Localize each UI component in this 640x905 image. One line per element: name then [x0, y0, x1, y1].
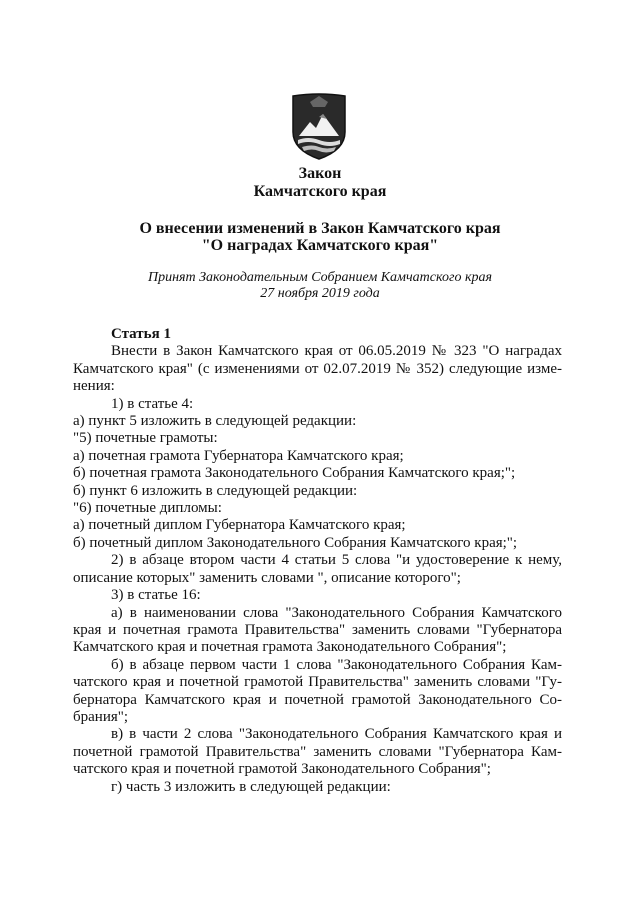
article-paragraph: 3) в статье 16:: [111, 587, 201, 604]
article-body: [73, 326, 562, 796]
article-paragraph: "6) почетные дипломы:: [73, 500, 222, 517]
article-heading: Статья 1: [111, 326, 171, 342]
law-title: Закон: [298, 165, 342, 182]
article-paragraph: б) почетный диплом Законодательного Собрания Камчатского края;";: [73, 534, 518, 551]
article-paragraph: а) почетная грамота Губернатора Камчатского края;: [73, 447, 404, 464]
article-paragraph: 2) в абзаце втором части 4 статьи 5 слова "и удостоверение к нему, описание которых" заменить словами ", описание которого";: [73, 552, 562, 586]
article-paragraph: а) пункт 5 изложить в следующей редакции:: [73, 413, 357, 430]
region-title: Камчатского края: [253, 183, 387, 200]
adoption-note: Принят Законодательным Собранием Камчатского края: [147, 270, 493, 285]
law-subject-line-2: "О наградах Камчатского края": [201, 237, 439, 254]
adoption-date: 27 ноября 2019 года: [260, 286, 380, 301]
kamchatka-coat-of-arms-icon: [290, 92, 348, 160]
article-paragraph: "5) почетные грамоты:: [73, 430, 218, 447]
article-paragraph: б) пункт 6 изложить в следующей редакции:: [73, 482, 358, 499]
article-paragraph: б) в абзаце первом части 1 слова "Законодательного Собрания Кам-чатского края и почетной грамотой Правительства" заменить словами "Гу-бернатора Камчатского края и почетной грамотой Законодательного Со-брания";: [73, 656, 562, 725]
article-paragraph: 1) в статье 4:: [111, 395, 194, 412]
article-paragraph: б) почетная грамота Законодательного Собрания Камчатского края;";: [73, 465, 516, 482]
article-paragraph: в) в части 2 слова "Законодательного Собрания Камчатского края и почетной грамотой Правительства" заменить словами "Губернатора Кам-чатского края и почетной грамотой Законодательного Собрания";: [73, 726, 562, 778]
article-paragraph: а) в наименовании слова "Законодательного Собрания Камчатского края и почетная грамота Правительства" заменить словами "Губернатора Камчатского края и почетная грамота Законодательного Собрания";: [73, 604, 562, 656]
law-subject-line-1: О внесении изменений в Закон Камчатского края: [139, 220, 501, 237]
article-paragraph: г) часть 3 изложить в следующей редакции:: [111, 778, 391, 795]
article-paragraph: а) почетный диплом Губернатора Камчатского края;: [73, 517, 406, 534]
article-paragraph: Внести в Закон Камчатского края от 06.05.2019 № 323 "О наградах Камчатского края" (с изменениями от 02.07.2019 № 352) следующие изме-нения:: [73, 343, 562, 395]
